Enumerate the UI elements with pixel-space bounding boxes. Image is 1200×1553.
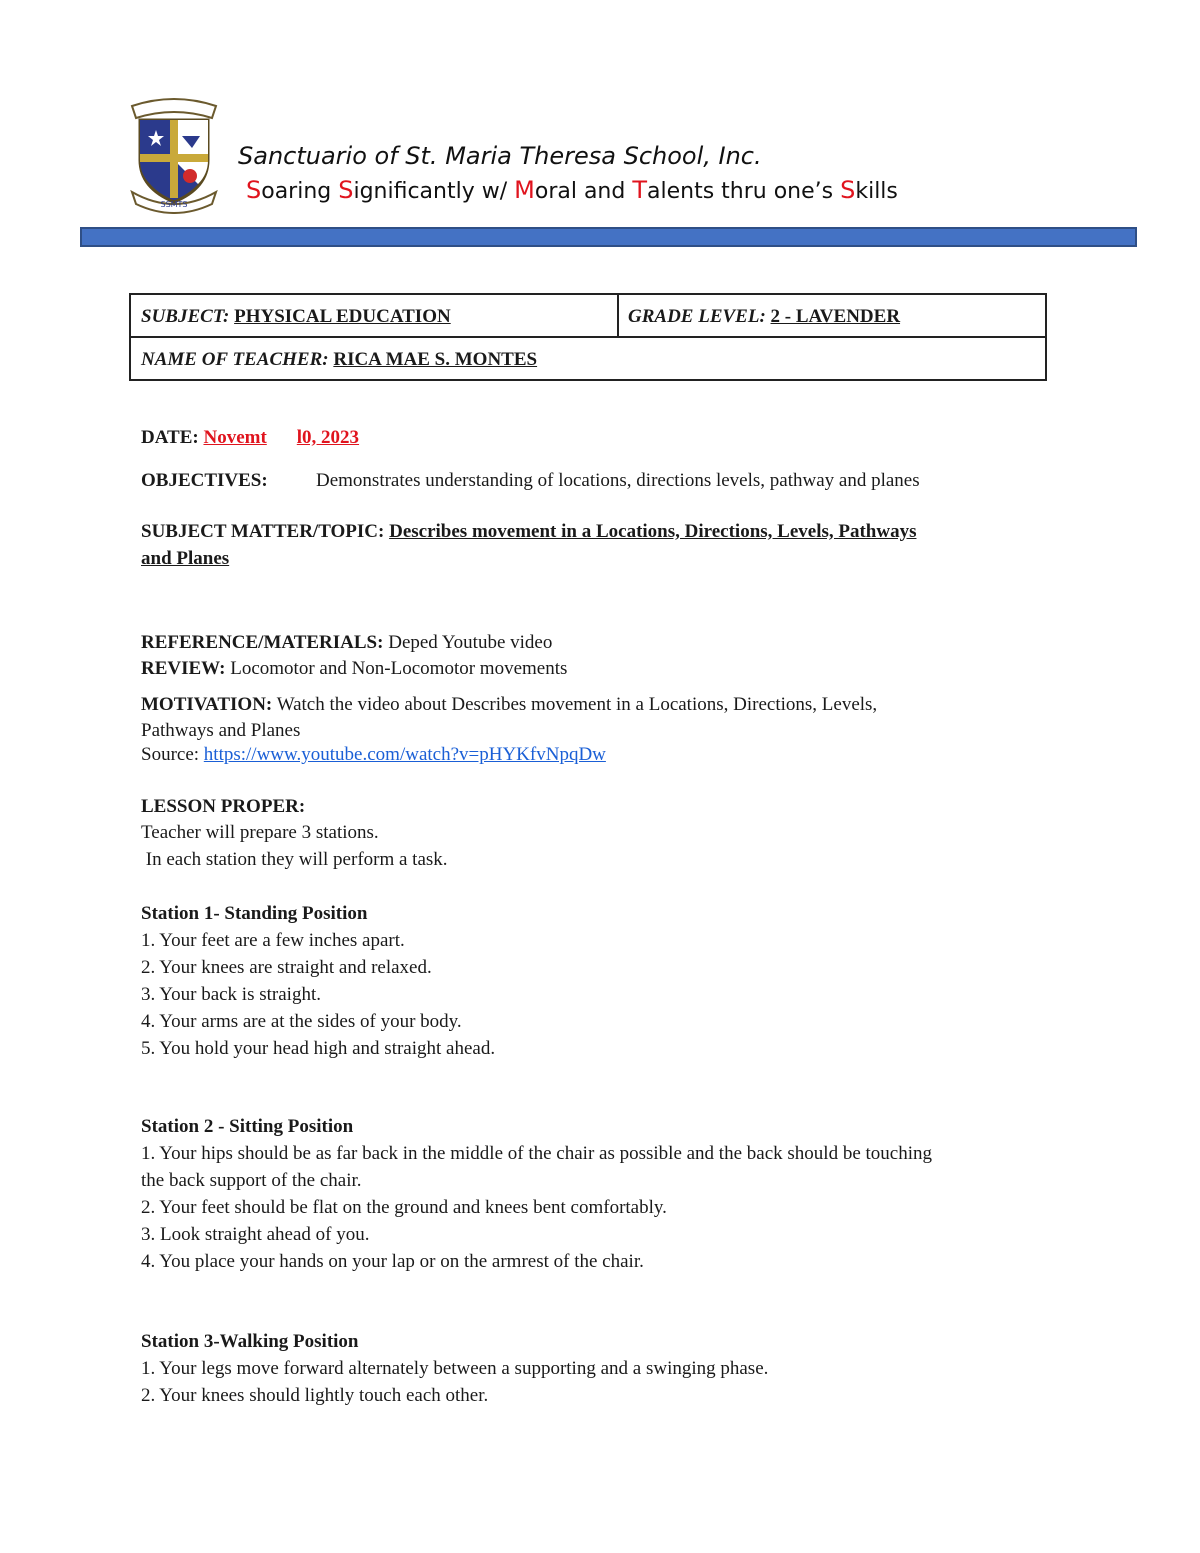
station1-item: 1. Your feet are a few inches apart. xyxy=(141,930,405,951)
station2-item: 2. Your feet should be flat on the ground and knees bent comfortably. xyxy=(141,1197,667,1218)
reference-text: Deped Youtube video xyxy=(388,632,553,653)
info-column-divider xyxy=(617,295,619,338)
station1-item: 3. Your back is straight. xyxy=(141,984,321,1005)
motto-part: S xyxy=(840,176,856,204)
motto-part: kills xyxy=(855,179,898,204)
source-line xyxy=(141,744,606,766)
lesson-info-table xyxy=(129,293,1047,381)
school-crest-logo xyxy=(126,96,222,214)
review-line xyxy=(141,658,567,680)
grade-label: GRADE LEVEL: xyxy=(628,306,766,327)
motivation-line2: Pathways and Planes xyxy=(141,720,301,741)
reference-label: REFERENCE/MATERIALS: xyxy=(141,632,384,653)
motto-part: S xyxy=(246,176,262,204)
teacher-value: RICA MAE S. MONTES xyxy=(333,349,538,370)
motivation-label: MOTIVATION: xyxy=(141,694,273,715)
date-line xyxy=(141,427,359,449)
lesson-proper-line2: In each station they will perform a task. xyxy=(141,849,448,870)
motivation-line1 xyxy=(141,694,877,716)
motivation-text: Watch the video about Describes movement in a Locations, Directions, Levels, xyxy=(276,694,878,715)
motto-part: oaring xyxy=(261,179,339,204)
motto-part: alents thru one’s xyxy=(647,179,841,204)
station3-title: Station 3-Walking Position xyxy=(141,1331,359,1352)
motto-part: M xyxy=(514,176,535,204)
review-text: Locomotor and Non-Locomotor movements xyxy=(230,658,568,679)
station1-title: Station 1- Standing Position xyxy=(141,903,368,924)
station2-item: 1. Your hips should be as far back in the middle of the chair as possible and the back should be touching xyxy=(141,1143,932,1164)
logo-text: SSMTS xyxy=(160,200,188,209)
station2-item: 4. You place your hands on your lap or on the armrest of the chair. xyxy=(141,1251,644,1272)
reference-line xyxy=(141,632,552,654)
date-value-part2: l0, 2023 xyxy=(296,427,360,448)
station2-title: Station 2 - Sitting Position xyxy=(141,1116,354,1137)
teacher-cell xyxy=(141,349,537,371)
date-value-part1: Novemt xyxy=(203,427,267,448)
station2-item: 3. Look straight ahead of you. xyxy=(141,1224,370,1245)
objectives-label: OBJECTIVES: xyxy=(141,470,268,491)
motto-part: S xyxy=(338,176,354,204)
date-label: DATE: xyxy=(141,427,199,448)
motto-part: oral and xyxy=(534,179,633,204)
station3-item: 2. Your knees should lightly touch each other. xyxy=(141,1385,489,1406)
source-label: Source: xyxy=(141,744,200,765)
header-divider-bar xyxy=(80,227,1137,247)
motto-part: T xyxy=(632,176,648,204)
subject-value: PHYSICAL EDUCATION xyxy=(234,306,451,327)
teacher-label: NAME OF TEACHER: xyxy=(141,349,329,370)
subject-matter-label: SUBJECT MATTER/TOPIC: xyxy=(141,521,385,542)
subject-matter-line1 xyxy=(141,521,916,543)
lesson-proper-line1: Teacher will prepare 3 stations. xyxy=(141,822,379,843)
motto-part: ignificantly w/ xyxy=(353,179,515,204)
school-name: Sanctuario of St. Maria Theresa School, Inc. xyxy=(238,142,762,170)
station1-item: 5. You hold your head high and straight ahead. xyxy=(141,1038,496,1059)
grade-value: 2 - LAVENDER xyxy=(770,306,901,327)
review-label: REVIEW: xyxy=(141,658,226,679)
subject-label: SUBJECT: xyxy=(141,306,230,327)
station1-item: 4. Your arms are at the sides of your body. xyxy=(141,1011,462,1032)
station1-item: 2. Your knees are straight and relaxed. xyxy=(141,957,432,978)
subject-matter-line2: and Planes xyxy=(141,548,230,569)
grade-cell xyxy=(628,306,900,328)
subject-matter-topic: Describes movement in a Locations, Directions, Levels, Pathways xyxy=(389,521,917,542)
school-motto xyxy=(246,176,898,204)
station2-item: the back support of the chair. xyxy=(141,1170,362,1191)
source-link[interactable]: https://www.youtube.com/watch?v=pHYKfvNpqDw xyxy=(203,744,606,765)
station3-item: 1. Your legs move forward alternately between a supporting and a swinging phase. xyxy=(141,1358,769,1379)
subject-cell xyxy=(141,306,451,328)
lesson-proper-label: LESSON PROPER: xyxy=(141,796,306,817)
objectives-text: Demonstrates understanding of locations, directions levels, pathway and planes xyxy=(316,470,920,491)
